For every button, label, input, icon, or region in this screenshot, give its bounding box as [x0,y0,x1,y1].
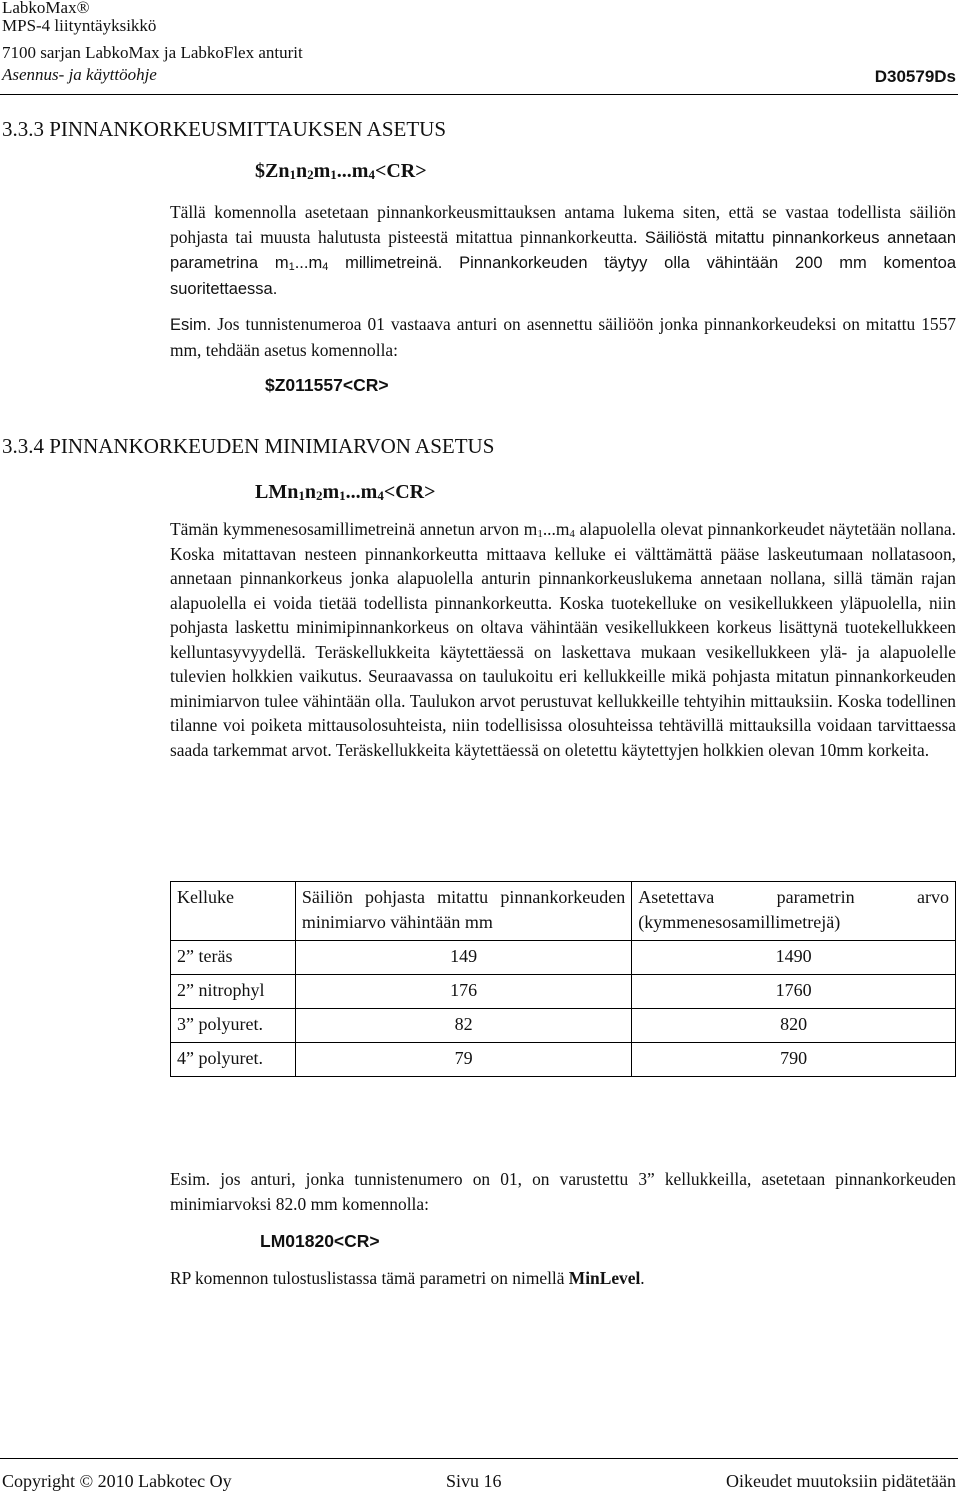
table-header-cell: Asetettava parametrin arvo (kymmenesosamillimetrejä) [632,882,956,941]
table-cell: 149 [295,941,631,975]
header-unit: MPS-4 liityntäyksikkö [2,16,157,35]
header-manual-title: Asennus- ja käyttöohje [2,65,157,84]
table-cell: 1760 [632,975,956,1009]
lm-example-paragraph: Esim. jos anturi, jonka tunnistenumero on 01, on varustettu 3” kellukkeilla, asetetaan pinnankorkeuden minimiarvoksi 82.0 mm komennolla: [170,1169,956,1214]
section1-paragraph: Tällä komennolla asetetaan pinnankorkeusmittauksen antama lukema siten, että se vastaa todellista säiliön pohjasta tai muusta halutusta pisteestä mitattua pinnankorkeutta. Säiliöstä mitattu pinnankorkeus annetaan parametrina $m_1...m_4$ millimetreinä. Pinnankorkeuden täytyy olla vähintään 200 mm komentoa suoritettaessa. [170,202,956,298]
footer-rule [0,1458,958,1459]
table-cell: 2” teräs [171,941,296,975]
table-row [171,1009,956,1043]
header-series: 7100 sarjan LabkoMax ja LabkoFlex anturit [2,43,303,62]
footer-page-number: Sivu 16 [446,1471,502,1491]
document-id: D30579Ds [874,67,956,86]
table-cell: 820 [632,1009,956,1043]
table-row [171,975,956,1009]
table-header-cell: Kelluke [171,882,296,941]
table-cell: 82 [295,1009,631,1043]
section1-example: Esim. Jos tunnistenumeroa 01 vastaava anturi on asennettu säiliöön jonka pinnankorkeudeksi on mitattu 1557 mm, tehdään asetus komennolla: [170,314,956,360]
table-row [171,941,956,975]
footer-copyright: Copyright © 2010 Labkotec Oy [2,1471,232,1491]
command-syntax-lm: $LMn_1n_2m_1...m_4<CR>$ [255,481,436,503]
table-cell: 790 [632,1043,956,1077]
header-product: LabkoMax® [2,0,90,17]
table-cell: 4” polyuret. [171,1043,296,1077]
rp-parameter-note: RP komennon tulostuslistassa tämä parametri on nimellä MinLevel. [170,1268,645,1288]
table-cell: 176 [295,975,631,1009]
example-command-z: $Z011557<CR> [265,375,389,395]
table-header-row [171,882,956,941]
table-cell: 3” polyuret. [171,1009,296,1043]
header-rule [0,94,958,95]
footer-rights: Oikeudet muutoksiin pidätetään [726,1471,956,1491]
table-header-cell: Säiliön pohjasta mitattu pinnankorkeuden minimiarvo vähintään mm [295,882,631,941]
section2-paragraph: Tämän kymmenesosamillimetreinä annetun arvon $m_1...m_4$ alapuolella olevat pinnankorkeudet näytetään nollana. Koska mitattavan nesteen pinnankorkeutta mittaava kelluke ei välttämättä pääse laskeutumaan nollatasoon, annetaan pinnankorkeus jonka alapuolella anturin pinnankorkeuslukema annetaan nollana, sillä tämän rajan alapuolella ei voida tietää todellista pinnankorkeutta. Koska tuotekelluke on vesikellukkeen yläpuolella, niin pohjasta laskettu minimipinnankorkeus on oltava vähintään vesikellukkeen korkeus lisättynä tuotekellukkeen kelluntasyvyydellä. Teräskellukkeita käytettäessä on laskettava mukaan vesikellukkeen ylä- ja alapuolelle tulevien holkkien vaikutus. Seuraavassa on taulukoitu eri kellukkeille mikä pohjasta mitatun pinnankorkeuden minimiarvon tulee vähintään olla. Taulukon arvot perustuvat kellukkeille tehtyihin mittauksiin. Koska todellinen tilanne voi poiketa mittausolosuhteista, niin todellisissa olosuhteissa tehtävillä mittauksilla voidaan tarvittaessa saada tarkemmat arvot. Teräskellukkeita käytettäessä on oletettu käytettyjen holkkien olevan 10mm korkeita. [170,519,956,760]
table-cell: 2” nitrophyl [171,975,296,1009]
parameter-name: MinLevel [568,1268,641,1288]
table-row [171,1043,956,1077]
table-cell: 1490 [632,941,956,975]
example-command-lm: LM01820<CR> [260,1231,380,1251]
section-heading-3-3-4: 3.3.4 PINNANKORKEUDEN MINIMIARVON ASETUS [2,434,495,458]
section-heading-3-3-3: 3.3.3 PINNANKORKEUSMITTAUKSEN ASETUS [2,117,447,141]
command-syntax-z: $\$Zn_1n_2m_1...m_4<CR>$ [255,160,427,182]
float-minimum-level-table [170,881,956,1077]
table-cell: 79 [295,1043,631,1077]
